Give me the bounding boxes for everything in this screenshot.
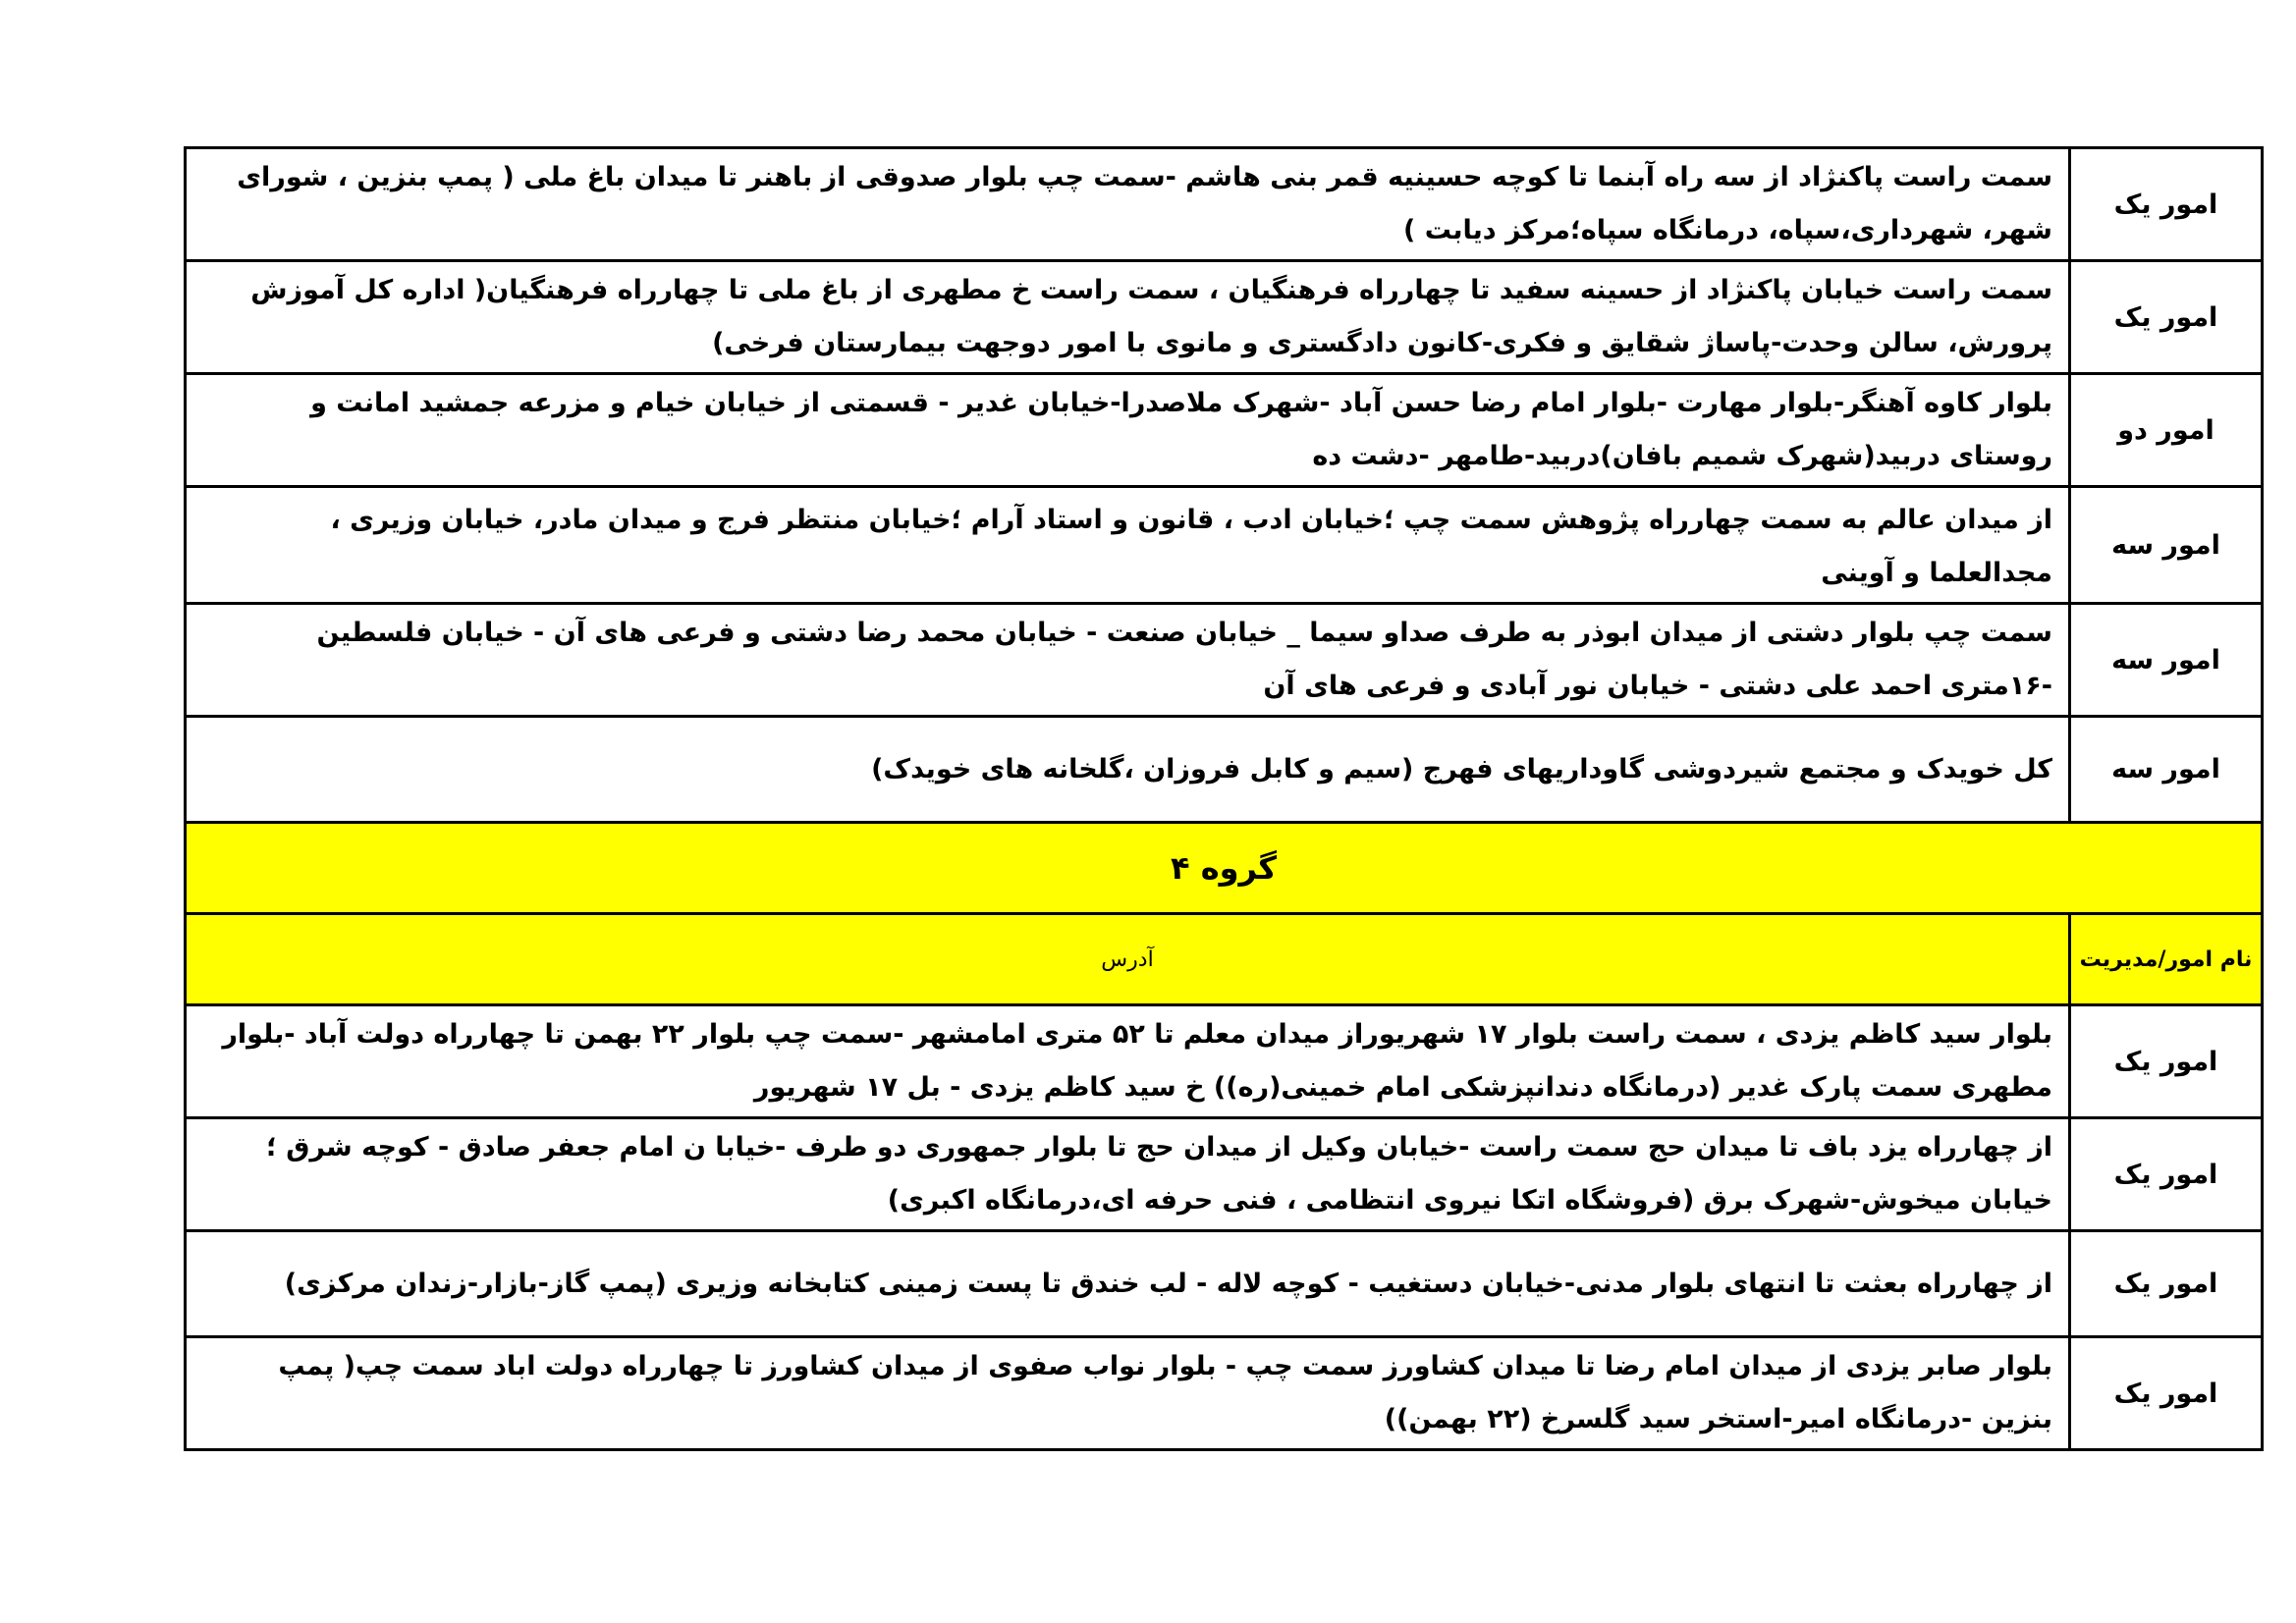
table-row [186, 148, 2263, 261]
table-row [186, 604, 2263, 717]
table-header-row [186, 914, 2263, 1005]
table-row [186, 374, 2263, 487]
table-row [186, 261, 2263, 374]
table-row [186, 1005, 2263, 1118]
address-text: کل خویدک و مجتمع شیردوشی گاوداریهای فهرج (سیم و کابل فروزان ،گلخانه های خویدک) [186, 717, 2070, 823]
department-name: امور سه [2070, 487, 2263, 604]
group-title-row [186, 823, 2263, 914]
department-name: امور سه [2070, 604, 2263, 717]
department-name: امور یک [2070, 1337, 2263, 1450]
table-row [186, 1337, 2263, 1450]
address-text: بلوار کاوه آهنگر-بلوار مهارت -بلوار امام رضا حسن آباد -شهرک ملاصدرا-خیابان غدیر - قسمتی از خیابان خیام و مزرعه جمشید امانت و روستای دربید(شهرک شمیم بافان)دربید-طامهر -دشت ده [186, 374, 2070, 487]
table-row [186, 717, 2263, 823]
group-title: گروه ۴ [186, 823, 2263, 914]
address-text: از میدان عالم به سمت چهارراه پژوهش سمت چپ ؛خیابان ادب ، قانون و استاد آرام ؛خیابان منتظر فرج و میدان مادر، خیابان وزیری ، مجدالعلما و آوینی [186, 487, 2070, 604]
header-department-name: نام امور/مدیریت [2070, 914, 2263, 1005]
address-text: سمت راست پاکنژاد از سه راه آبنما تا کوچه حسینیه قمر بنی هاشم -سمت چپ بلوار صدوقی از باهنر تا میدان باغ ملی ( پمپ بنزین ، شورای شهر، شهرداری،سپاه، درمانگاه سپاه؛مرکز دیابت ) [186, 148, 2070, 261]
table-row [186, 487, 2263, 604]
address-text: بلوار صابر یزدی از میدان امام رضا تا میدان کشاورز سمت چپ - بلوار نواب صفوی از میدان کشاورز تا چهارراه دولت اباد سمت چپ( پمپ بنزین -درمانگاه امیر-استخر سید گلسرخ (۲۲ بهمن)) [186, 1337, 2070, 1450]
address-text: سمت چپ بلوار دشتی از میدان ابوذر به طرف صداو سیما _ خیابان صنعت - خیابان محمد رضا دشتی و فرعی های آن - خیابان فلسطین -۱۶متری احمد علی دشتی - خیابان نور آبادی و فرعی های آن [186, 604, 2070, 717]
department-name: امور یک [2070, 1118, 2263, 1231]
address-text: از چهارراه یزد باف تا میدان حج سمت راست -خیابان وکیل از میدان حج تا بلوار جمهوری دو طرف -خیابا ن امام جعفر صادق - کوچه شرق ؛خیابان میخوش-شهرک برق (فروشگاه اتکا نیروی انتظامی ، فنی حرفه ای،درمانگاه اکبری) [186, 1118, 2070, 1231]
department-name: امور سه [2070, 717, 2263, 823]
department-name: امور یک [2070, 148, 2263, 261]
table-row [186, 1231, 2263, 1337]
department-name: امور یک [2070, 1005, 2263, 1118]
address-text: سمت راست خیابان پاکنژاد از حسینه سفید تا چهارراه فرهنگیان ، سمت راست خ مطهری از باغ ملی تا چهارراه فرهنگیان( اداره کل آموزش پرورش، سالن وحدت-پاساژ شقایق و فکری-کانون دادگستری و مانوی با امور دوجهت بیمارستان فرخی) [186, 261, 2070, 374]
address-text: بلوار سید کاظم یزدی ، سمت راست بلوار ۱۷ شهریوراز میدان معلم تا ۵۲ متری امامشهر -سمت چپ بلوار ۲۲ بهمن تا چهارراه دولت آباد -بلوار مطهری سمت پارک غدیر (درمانگاه دندانپزشکی امام خمینی(ره)) خ سید کاظم یزدی - بل ۱۷ شهریور [186, 1005, 2070, 1118]
department-name: امور یک [2070, 261, 2263, 374]
table-row [186, 1118, 2263, 1231]
schedule-table [184, 146, 2264, 1451]
department-name: امور یک [2070, 1231, 2263, 1337]
header-address: آدرس [186, 914, 2070, 1005]
address-text: از چهارراه بعثت تا انتهای بلوار مدنی-خیابان دستغیب - کوچه لاله - لب خندق تا پست زمینی کتابخانه وزیری (پمپ گاز-بازار-زندان مرکزی) [186, 1231, 2070, 1337]
department-name: امور دو [2070, 374, 2263, 487]
